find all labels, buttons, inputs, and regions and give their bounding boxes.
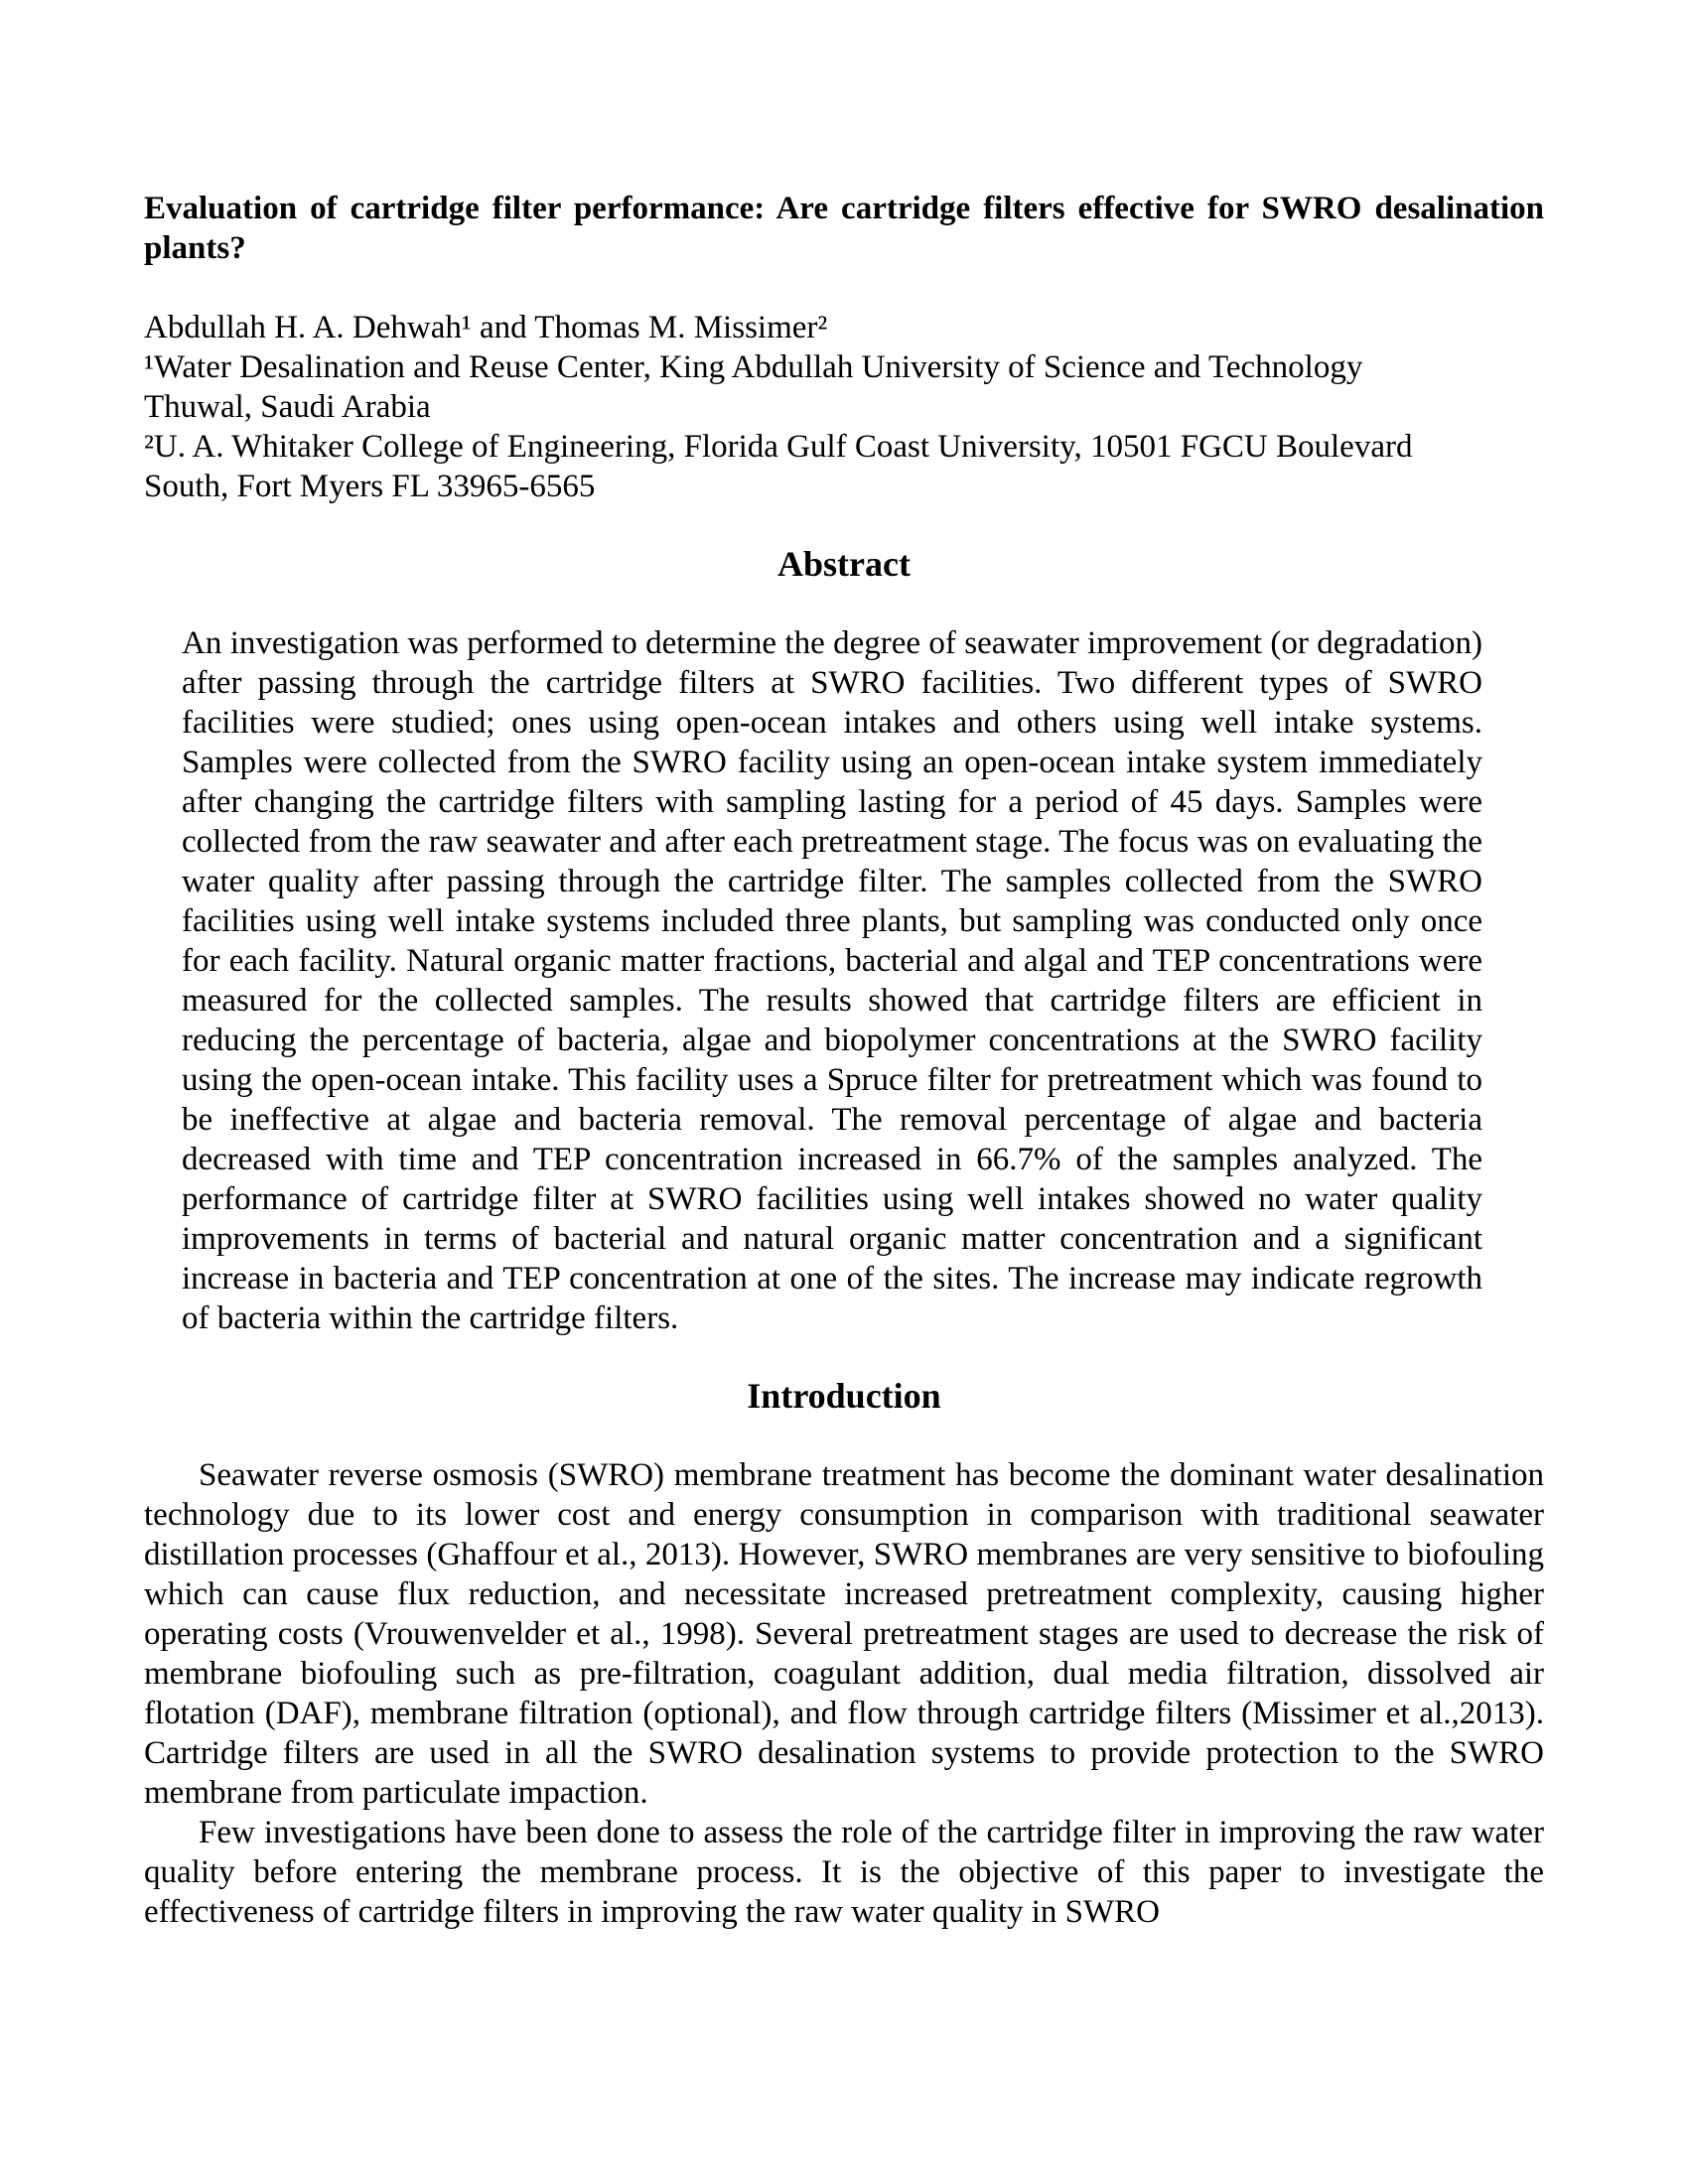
introduction-paragraph-2: Few investigations have been done to assess the role of the cartridge filter in improving the raw water quality before entering the membrane process. It is the objective of this paper to investigate the effectiveness of cartridge filters in improving the raw water quality in SWRO bbox=[144, 1815, 1544, 1930]
affiliations-block bbox=[144, 347, 1544, 506]
affiliation-line: South, Fort Myers FL 33965-6565 bbox=[144, 469, 596, 504]
paper-title: Evaluation of cartridge filter performance: Are cartridge filters effective for SWRO desalination plants? bbox=[144, 191, 1544, 266]
abstract-paragraph: An investigation was performed to determine the degree of seawater improvement (or degradation) after passing through the cartridge filters at SWRO facilities. Two different types of SWRO facilities were studied; ones using open-ocean intakes and others using well intake systems. Samples were collected from the SWRO facility using an open-ocean intake system immediately after changing the cartridge filters with sampling lasting for a period of 45 days. Samples were collected from the raw seawater and after each pretreatment stage. The focus was on evaluating the water quality after passing through the cartridge filter. The samples collected from the SWRO facilities using well intake systems included three plants, but sampling was conducted only once for each facility. Natural organic matter fractions, bacterial and algal and TEP concentrations were measured for the collected samples. The results showed that cartridge filters are efficient in reducing the percentage of bacteria, algae and biopolymer concentrations at the SWRO facility using the open-ocean intake. This facility uses a Spruce filter for pretreatment which was found to be ineffective at algae and bacteria removal. The removal percentage of algae and bacteria decreased with time and TEP concentration increased in 66.7% of the samples analyzed. The performance of cartridge filter at SWRO facilities using well intakes showed no water quality improvements in terms of bacterial and natural organic matter concentration and a significant increase in bacteria and TEP concentration at one of the sites. The increase may indicate regrowth of bacteria within the cartridge filters. bbox=[182, 625, 1482, 1336]
affiliation-line: ¹Water Desalination and Reuse Center, King Abdullah University of Science and Technology bbox=[144, 349, 1363, 385]
introduction-heading: Introduction bbox=[747, 1376, 941, 1416]
authors-line: Abdullah H. A. Dehwah¹ and Thomas M. Missimer² bbox=[144, 310, 828, 345]
introduction-paragraph-1: Seawater reverse osmosis (SWRO) membrane treatment has become the dominant water desalination technology due to its lower cost and energy consumption in comparison with traditional seawater distillation processes (Ghaffour et al., 2013). However, SWRO membranes are very sensitive to biofouling which can cause flux reduction, and necessitate increased pretreatment complexity, causing higher operating costs (Vrouwenvelder et al., 1998). Several pretreatment stages are used to decrease the risk of membrane biofouling such as pre-filtration, coagulant addition, dual media filtration, dissolved air flotation (DAF), membrane filtration (optional), and flow through cartridge filters (Missimer et al.,2013). Cartridge filters are used in all the SWRO desalination systems to provide protection to the SWRO membrane from particulate impaction. bbox=[144, 1457, 1544, 1811]
abstract-heading: Abstract bbox=[777, 544, 911, 584]
affiliation-line: ²U. A. Whitaker College of Engineering, Florida Gulf Coast University, 10501 FGCU Boulevard bbox=[144, 429, 1413, 465]
affiliation-line: Thuwal, Saudi Arabia bbox=[144, 389, 431, 425]
